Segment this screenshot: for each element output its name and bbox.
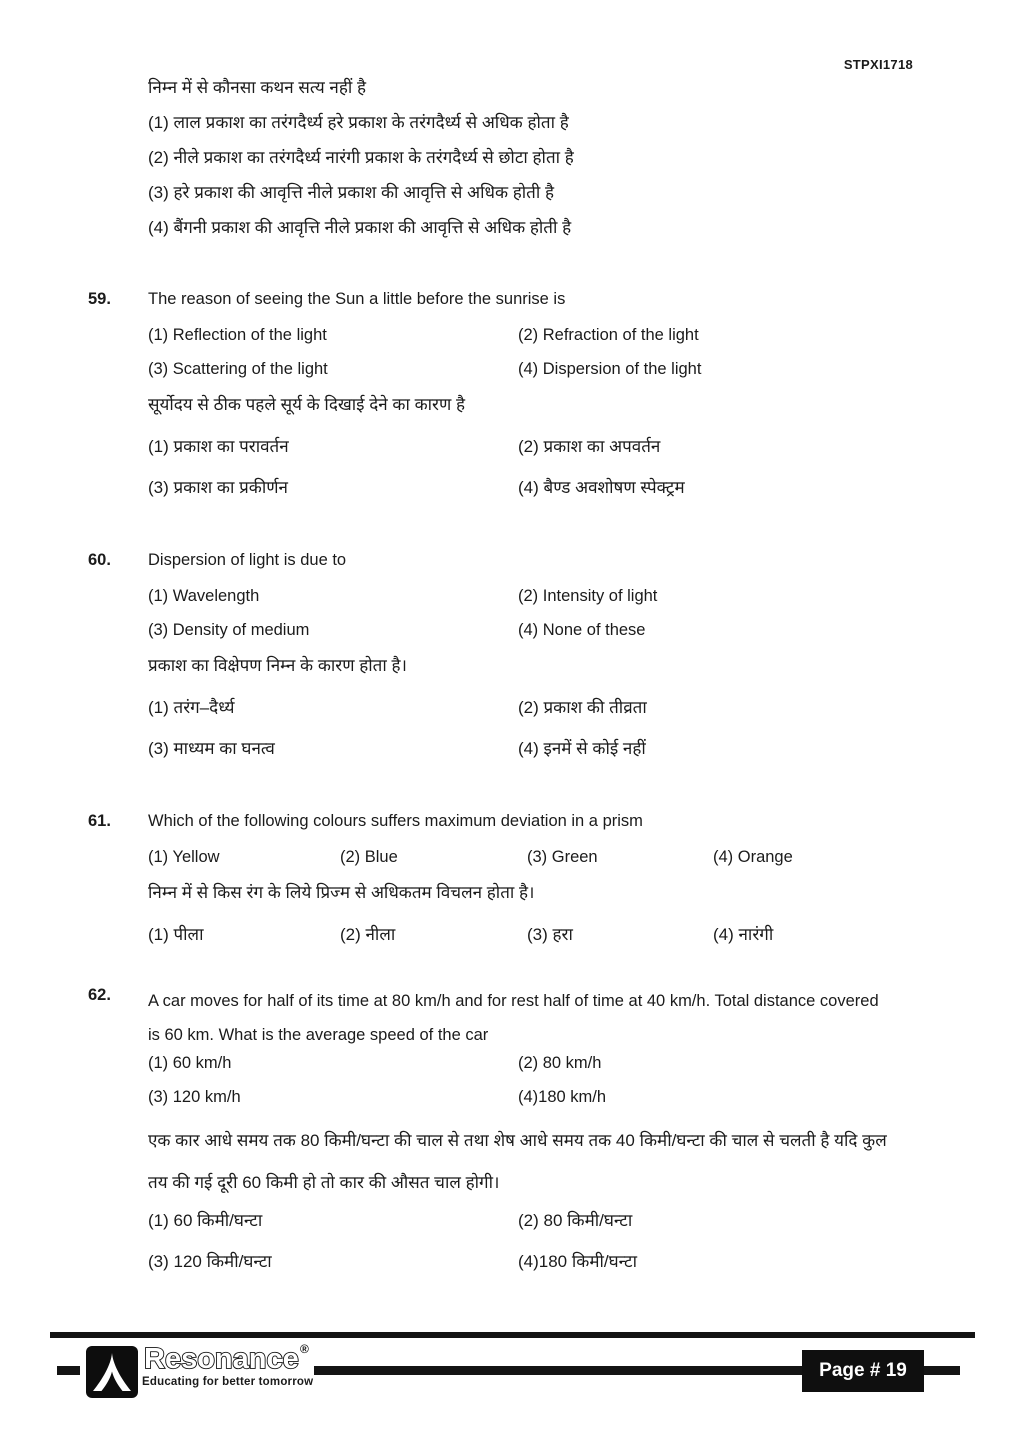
option-hi-1: (1) 60 किमी/घन्टा xyxy=(148,1211,263,1230)
paper-code: STPXI1718 xyxy=(843,57,913,72)
option-en-4: (4) Dispersion of the light xyxy=(518,360,702,378)
option-en-1: (1) 60 km/h xyxy=(148,1054,232,1072)
question-text-en: The reason of seeing the Sun a little before the sunrise is xyxy=(148,290,566,308)
page-content xyxy=(88,76,890,1323)
option-en-1: (1) Reflection of the light xyxy=(148,326,327,344)
question-number: 62. xyxy=(88,986,111,1004)
options-row xyxy=(148,1052,890,1074)
options-row xyxy=(148,475,890,501)
question-text-hi: निम्न में से किस रंग के लिये प्रिज्म से अधिकतम विचलन होता है। xyxy=(148,883,535,902)
option-hi-1: (1) प्रकाश का परावर्तन xyxy=(148,437,289,456)
question-text-en: A car moves for half of its time at 80 km/h and for rest half of time at 40 km/h. Total distance covered is 60 km. What is the average speed of the car xyxy=(148,992,879,1044)
question-number: 60. xyxy=(88,551,111,569)
option-hi-3: (3) हरा xyxy=(527,925,573,944)
option-en-2: (2) Blue xyxy=(340,848,398,866)
options-row xyxy=(148,324,890,346)
continuation-option-3: (3) हरे प्रकाश की आवृत्ति नीले प्रकाश की आवृत्ति से अधिक होती है xyxy=(148,183,554,202)
footer-top-rule xyxy=(50,1332,975,1338)
option-hi-1: (1) पीला xyxy=(148,925,204,944)
option-hi-3: (3) प्रकाश का प्रकीर्णन xyxy=(148,478,288,497)
option-en-2: (2) Intensity of light xyxy=(518,587,658,605)
option-hi-2: (2) प्रकाश का अपवर्तन xyxy=(518,437,661,456)
question-text-en: Dispersion of light is due to xyxy=(148,551,347,569)
continuation-option-1: (1) लाल प्रकाश का तरंगदैर्ध्य हरे प्रकाश के तरंगदैर्ध्य से अधिक होता है xyxy=(148,113,569,132)
question-text-hi: सूर्योदय से ठीक पहले सूर्य के दिखाई देने का कारण है xyxy=(148,395,466,414)
option-hi-3: (3) 120 किमी/घन्टा xyxy=(148,1252,272,1271)
footer-left-dash xyxy=(57,1366,80,1375)
continuation-intro: निम्न में से कौनसा कथन सत्य नहीं है xyxy=(148,78,367,97)
option-en-4: (4)180 km/h xyxy=(518,1088,607,1106)
option-en-3: (3) Scattering of the light xyxy=(148,360,328,378)
option-hi-1: (1) तरंग–दैर्ध्य xyxy=(148,698,235,717)
registered-mark: ® xyxy=(300,1342,309,1356)
options-row xyxy=(148,846,890,868)
footer-middle-bar xyxy=(314,1366,802,1375)
option-en-3: (3) Green xyxy=(527,848,598,866)
option-en-4: (4) Orange xyxy=(713,848,793,866)
option-hi-2: (2) 80 किमी/घन्टा xyxy=(518,1211,633,1230)
option-en-3: (3) Density of medium xyxy=(148,621,310,639)
page-number-badge: Page # 19 xyxy=(802,1350,924,1392)
continuation-option-2: (2) नीले प्रकाश का तरंगदैर्ध्य नारंगी प्रकाश के तरंगदैर्ध्य से छोटा होता है xyxy=(148,148,574,167)
options-row xyxy=(148,695,890,721)
option-en-3: (3) 120 km/h xyxy=(148,1088,241,1106)
resonance-logo-icon xyxy=(86,1346,138,1398)
options-row xyxy=(148,585,890,607)
footer-right-bar xyxy=(924,1366,960,1375)
options-row xyxy=(148,434,890,460)
question-text-hi: एक कार आधे समय तक 80 किमी/घन्टा की चाल से तथा शेष आधे समय तक 40 किमी/घन्टा की चाल से चलती है यदि कुल तय की गई दूरी 60 किमी हो तो कार की औसत चाल होगी। xyxy=(148,1131,887,1192)
question-text-hi: प्रकाश का विक्षेपण निम्न के कारण होता है। xyxy=(148,656,407,675)
options-row xyxy=(148,358,890,380)
options-row xyxy=(148,1249,890,1275)
question-61 xyxy=(88,810,890,948)
option-en-1: (1) Yellow xyxy=(148,848,220,866)
options-row xyxy=(148,922,890,948)
option-hi-4: (4)180 किमी/घन्टा xyxy=(518,1252,637,1271)
question-number: 61. xyxy=(88,812,111,830)
continuation-option-4: (4) बैंगनी प्रकाश की आवृत्ति नीले प्रकाश की आवृत्ति से अधिक होती है xyxy=(148,218,572,237)
question-continuation xyxy=(88,76,890,240)
options-row xyxy=(148,1086,890,1108)
option-hi-2: (2) नीला xyxy=(340,925,396,944)
option-en-2: (2) Refraction of the light xyxy=(518,326,699,344)
option-en-1: (1) Wavelength xyxy=(148,587,260,605)
question-59 xyxy=(88,288,890,501)
options-row xyxy=(148,619,890,641)
option-hi-3: (3) माध्यम का घनत्व xyxy=(148,739,275,758)
question-number: 59. xyxy=(88,290,111,308)
option-hi-4: (4) बैण्ड अवशोषण स्पेक्ट्रम xyxy=(518,478,685,497)
option-hi-2: (2) प्रकाश की तीव्रता xyxy=(518,698,647,717)
option-en-4: (4) None of these xyxy=(518,621,646,639)
option-hi-4: (4) नारंगी xyxy=(713,925,774,944)
brand-tagline: Educating for better tomorrow xyxy=(142,1376,314,1388)
options-row xyxy=(148,736,890,762)
options-row xyxy=(148,1208,890,1234)
option-en-2: (2) 80 km/h xyxy=(518,1054,602,1072)
brand-name: Resonance xyxy=(144,1343,299,1375)
option-hi-4: (4) इनमें से कोई नहीं xyxy=(518,739,646,758)
question-text-en: Which of the following colours suffers maximum deviation in a prism xyxy=(148,812,643,830)
question-60 xyxy=(88,549,890,762)
question-62 xyxy=(88,984,890,1275)
